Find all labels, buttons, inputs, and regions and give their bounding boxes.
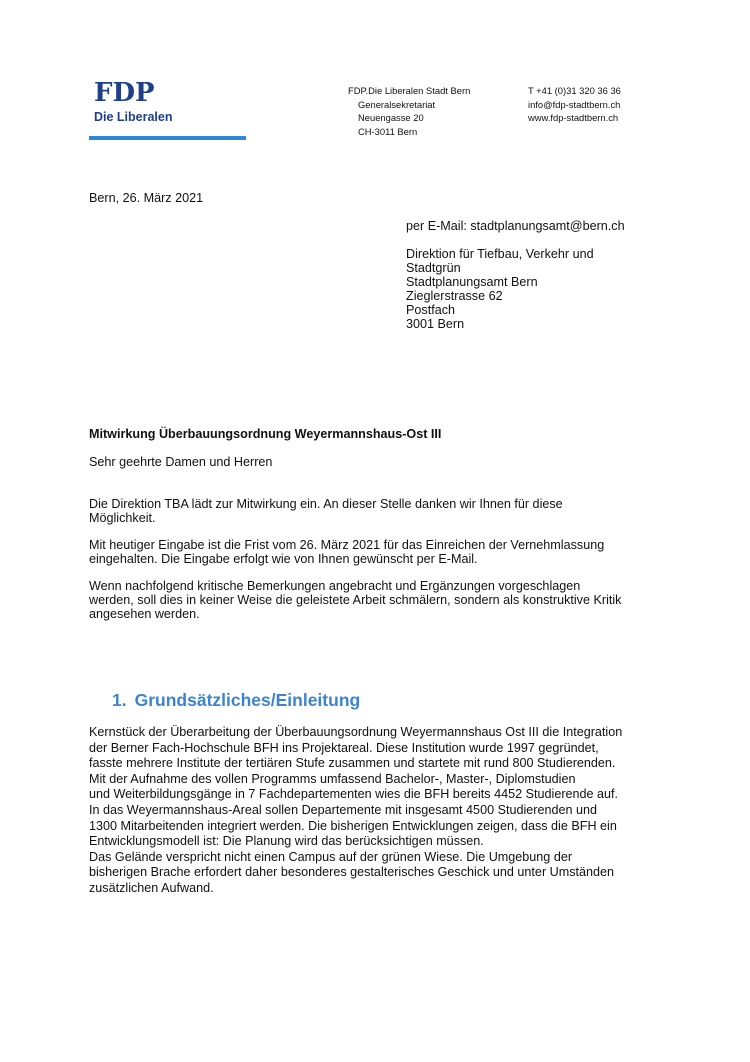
paragraph-deadline: [89, 538, 689, 566]
body-line: und Weiterbildungsgänge in 7 Fachdepartementen wies die BFH bereits 4452 Studierende auf.: [89, 787, 619, 802]
body-line: Entwicklungsmodell ist: Die Planung wird das berücksichtigen müssen.: [89, 834, 484, 849]
letter-subject: Mitwirkung Überbauungsordnung Weyermannshaus-Ost III: [89, 427, 442, 441]
paragraph-line: Wenn nachfolgend kritische Bemerkungen angebracht und Ergänzungen vorgeschlagen: [89, 579, 581, 593]
section-number: 1.: [112, 690, 127, 710]
section-title: Grundsätzliches/Einleitung: [134, 690, 361, 710]
body-line: Kernstück der Überarbeitung der Überbauungsordnung Weyermannshaus Ost III die Integration: [89, 725, 623, 739]
paragraph-line: eingehalten. Die Eingabe erfolgt wie von Ihnen gewünscht per E-Mail.: [89, 552, 478, 566]
recipient-line: 3001 Bern: [406, 317, 465, 331]
body-line: bisherigen Brache erfordert daher besonderes gestalterisches Geschick und unter Umständen: [89, 865, 615, 880]
recipient-line: Zieglerstrasse 62: [406, 289, 503, 303]
paragraph-line: werden, soll dies in keiner Weise die geleistete Arbeit schmälern, sondern als konstruktive Kritik: [89, 593, 622, 607]
fdp-logo: [94, 80, 173, 124]
sender-org: FDP.Die Liberalen Stadt Bern: [348, 85, 471, 96]
section-body: [89, 725, 709, 897]
letter-date: Bern, 26. März 2021: [89, 191, 204, 205]
recipient-block: [406, 219, 625, 331]
sender-email[interactable]: info@fdp-stadtbern.ch: [528, 98, 621, 110]
paragraph-line: Möglichkeit.: [89, 511, 156, 525]
paragraph-line: Die Direktion TBA lädt zur Mitwirkung ein. An dieser Stelle danken wir Ihnen für diese: [89, 497, 563, 511]
sender-department: Generalsekretariat: [358, 98, 436, 110]
body-line: Mit der Aufnahme des vollen Programms umfassend Bachelor-, Master-, Diplomstudien: [89, 771, 576, 786]
logo-wordmark: FDP: [94, 78, 155, 108]
paragraph-line: Mit heutiger Eingabe ist die Frist vom 26. März 2021 für das Einreichen der Vernehmlassung: [89, 538, 605, 552]
body-line: 1300 Mitarbeitenden integriert werden. Die bisherigen Entwicklungen zeigen, dass die BFH ein: [89, 818, 617, 833]
sender-street: Neuengasse 20: [358, 112, 424, 124]
paragraph-remarks: [89, 579, 709, 621]
paragraph-line: angesehen werden.: [89, 607, 200, 621]
section-heading: [112, 690, 360, 710]
logo-underline: [89, 136, 246, 140]
body-line: der Berner Fach-Hochschule BFH ins Projektareal. Diese Institution wurde 1997 gegründet,: [89, 740, 599, 755]
recipient-line: Stadtgrün: [406, 261, 461, 275]
sender-city: CH-3011 Bern: [358, 125, 418, 137]
logo-tagline: Die Liberalen: [94, 110, 173, 124]
recipient-line: Stadtplanungsamt Bern: [406, 275, 538, 289]
sender-website[interactable]: www.fdp-stadtbern.ch: [528, 112, 619, 124]
recipient-line: Postfach: [406, 303, 456, 317]
recipient-line: Direktion für Tiefbau, Verkehr und: [406, 247, 594, 261]
sender-phone: T +41 (0)31 320 36 36: [528, 85, 621, 96]
body-line: fasste mehrere Institute der tertiären Stufe zusammen und startete mit rund 800 Studierenden.: [89, 756, 616, 771]
body-line: Das Gelände verspricht nicht einen Campus auf der grünen Wiese. Die Umgebung der: [89, 849, 573, 864]
paragraph-intro: [89, 497, 689, 525]
sender-address: [348, 84, 470, 138]
body-line: In das Weyermannshaus-Areal sollen Departemente mit insgesamt 4500 Studierenden und: [89, 802, 598, 817]
salutation: Sehr geehrte Damen und Herren: [89, 455, 273, 469]
body-line: zusätzlichen Aufwand.: [89, 880, 214, 895]
recipient-email[interactable]: per E-Mail: stadtplanungsamt@bern.ch: [406, 219, 625, 233]
sender-contact: [528, 84, 621, 125]
